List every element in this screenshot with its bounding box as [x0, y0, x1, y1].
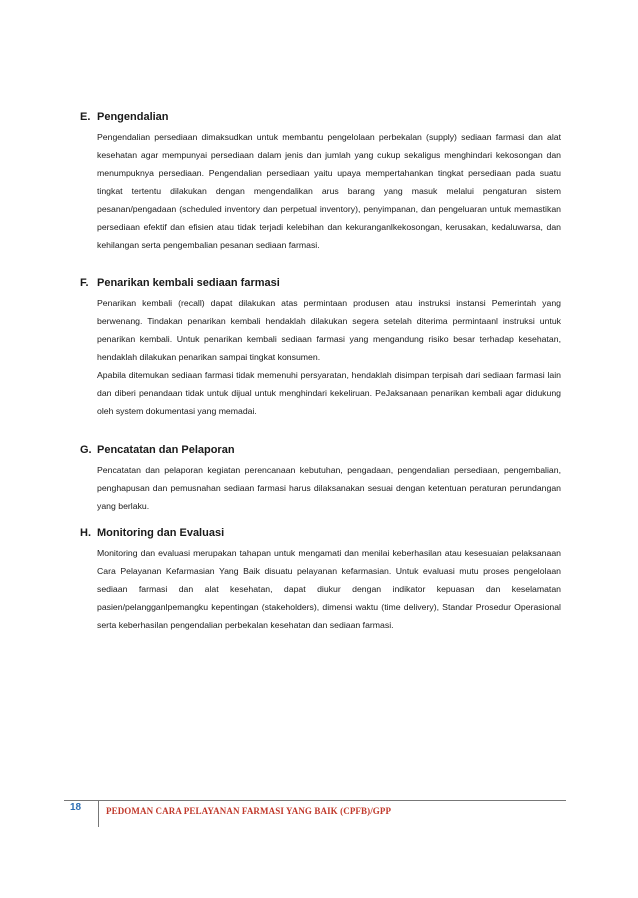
footer-divider — [64, 800, 566, 801]
section-heading — [80, 526, 561, 540]
page-number: 18 — [70, 802, 82, 813]
section-g — [80, 443, 561, 515]
paragraph: Penarikan kembali (recall) dapat dilakukan atas permintaan produsen atau instruksi instansi Pemerintah yang berwenang. Tindakan penarikan kembali hendaklah dilakukan segera setelah diterima permintaanl instruksi untuk penarikan kembali. Untuk penarikan kembali sediaan farmasi yang mengandung risiko besar terhadap kesehatan, hendaklah dilakukan penarikan sampai tingkat konsumen. — [97, 298, 561, 362]
section-f — [80, 276, 561, 420]
paragraph: Pengendalian persediaan dimaksudkan untuk membantu pengelolaan perbekalan (supply) sediaan farmasi dan alat kesehatan agar mempunyai persediaan dalam jenis dan jumlah yang cukup sekaligus menghindari kekosongan dan menumpuknya persediaan. Pengendalian persediaan yaitu upaya mempertahankan tingkat persediaan pada suatu tingkat tertentu dilakukan dengan mengendalikan arus barang yang masuk melalui pengaturan sistem pesanan/pengadaan (scheduled inventory dan perpetual inventory), penyimpanan, dan pengeluaran untuk memastikan persediaan efektif dan efisien atau tidak terjadi kelebihan dan kekuranganlkekosongan, kerusakan, kedaluwarsa, dan kehilangan serta pengembalian pesanan sediaan farmasi. — [97, 132, 561, 250]
section-h — [80, 526, 561, 634]
footer-title: PEDOMAN CARA PELAYANAN FARMASI YANG BAIK (CPFB)/GPP — [106, 806, 392, 816]
section-letter: H. — [80, 527, 91, 539]
section-heading — [80, 110, 561, 124]
paragraph: Monitoring dan evaluasi merupakan tahapan untuk mengamati dan menilai keberhasilan atau kesesuaian pelaksanaan Cara Pelayanan Kefarmasian Yang Baik disuatu pelayanan kefarmasian. Untuk evaluasi mutu proses pengelolaan sediaan farmasi dan alat kesehatan, dapat diukur dengan indikator kepuasan dan keselamatan pasien/pelangganlpemangku kepentingan (stakeholders), dimensi waktu (time delivery), Standar Prosedur Operasional serta keberhasilan pengendalian perbekalan kesehatan dan sediaan farmasi. — [97, 548, 561, 630]
section-letter: G. — [80, 444, 92, 456]
paragraph: Apabila ditemukan sediaan farmasi tidak memenuhi persyaratan, hendaklah disimpan terpisah dari sediaan farmasi lain dan diberi penandaan tidak untuk dijual untuk menghindari kekeliruan. PeJaksanaan penarikan kembali agar didukung oleh system dokumentasi yang memadai. — [97, 370, 561, 416]
paragraph: Pencatatan dan pelaporan kegiatan perencanaan kebutuhan, pengadaan, pengendalian persediaan, pengembalian, penghapusan dan pemusnahan sediaan farmasi harus dilaksanakan sesuai dengan ketentuan peraturan perundangan yang berlaku. — [97, 465, 561, 511]
section-heading — [80, 276, 561, 290]
section-title: Monitoring dan Evaluasi — [97, 527, 225, 539]
section-title: Pencatatan dan Pelaporan — [97, 444, 235, 456]
section-title: Penarikan kembali sediaan farmasi — [97, 277, 280, 289]
section-heading — [80, 443, 561, 457]
footer-vertical-divider — [98, 801, 99, 827]
section-letter: F. — [80, 277, 89, 289]
section-e — [80, 110, 561, 254]
section-letter: E. — [80, 111, 91, 123]
section-title: Pengendalian — [97, 111, 169, 123]
